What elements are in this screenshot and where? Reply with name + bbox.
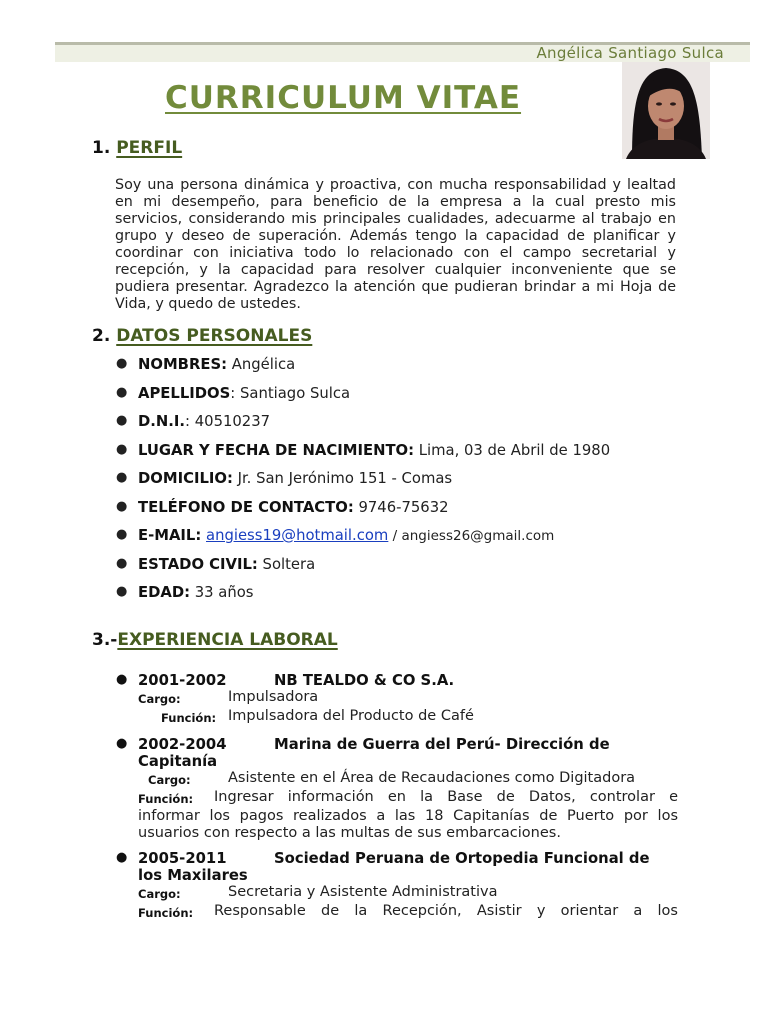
- experience-cargo-row: [116, 884, 678, 903]
- email-secondary: / angiess26@gmail.com: [388, 528, 555, 544]
- experience-cargo-row: [116, 770, 678, 789]
- datos-label: TELÉFONO DE CONTACTO:: [138, 498, 354, 516]
- experience-company: NB TEALDO & CO S.A.: [274, 672, 455, 689]
- cargo-value: Impulsadora: [228, 689, 319, 705]
- email-link[interactable]: angiess19@hotmail.com: [206, 527, 389, 544]
- experience-company-continued: los Maxilares: [138, 867, 248, 884]
- bullet-icon: ●: [116, 850, 128, 865]
- datos-value: 9746-75632: [353, 498, 449, 516]
- bullet-icon: ●: [116, 470, 128, 485]
- datos-item-edad: [116, 584, 716, 613]
- section-number: 2.: [92, 326, 111, 346]
- experience-years: 2005-2011: [138, 850, 227, 867]
- datos-item-email: [116, 527, 716, 556]
- header-name: Angélica Santiago Sulca: [536, 44, 724, 62]
- section-label: DATOS PERSONALES: [116, 326, 313, 346]
- cargo-label: Cargo:: [138, 692, 181, 706]
- bullet-icon: ●: [116, 413, 128, 428]
- profile-photo: [622, 62, 710, 159]
- funcion-label: Función:: [161, 711, 217, 725]
- experience-header: [116, 672, 678, 689]
- experience-header: [116, 850, 678, 867]
- document-title: CURRICULUM VITAE: [165, 80, 522, 116]
- datos-label: APELLIDOS: [138, 384, 231, 402]
- cargo-label: Cargo:: [148, 773, 191, 787]
- cargo-value: Secretaria y Asistente Administrativa: [228, 884, 498, 900]
- datos-label: NOMBRES:: [138, 356, 228, 373]
- section-perfil-heading: [92, 138, 182, 158]
- cargo-value: Asistente en el Área de Recaudaciones como Digitadora: [228, 770, 636, 786]
- experience-cargo-row: [116, 689, 678, 708]
- experience-header: [116, 736, 678, 753]
- datos-value: Lima, 03 de Abril de 1980: [414, 441, 611, 459]
- datos-label: DOMICILIO:: [138, 470, 233, 487]
- experience-funcion-row: [116, 903, 678, 922]
- funcion-label: Función:: [138, 792, 194, 806]
- experience-funcion-row: [116, 789, 678, 808]
- datos-value: Jr. San Jerónimo 151 - Comas: [232, 470, 453, 487]
- profile-photo-illustration: [622, 62, 710, 159]
- bullet-icon: ●: [116, 356, 128, 371]
- experience-item: [116, 850, 678, 922]
- datos-item-domicilio: [116, 470, 716, 499]
- datos-value: Soltera: [257, 555, 316, 573]
- datos-value: Angélica: [227, 356, 296, 373]
- datos-label: D.N.I.: [138, 413, 186, 430]
- perfil-text: Soy una persona dinámica y proactiva, con mucha responsabilidad y lealtad en mi desempeño, para beneficio de la empresa a la cual presto mis servicios, considerando mis principales cualidades, adecuarme al trabajo en grupo y deseo de superación. Además tengo la capacidad de planificar y coordinar con iniciativa todo lo relacionado con el campo secretarial y recepción, y la capacidad para resolver cualquier inconveniente que se pudiera presentar. Agradezco la atención que pudieran brindar a mi Hoja de Vida, y quedo de ustedes.: [115, 177, 676, 312]
- bullet-icon: ●: [116, 672, 128, 687]
- funcion-value: informar los pagos realizados a las 18 Capitanías de Puerto por los usuarios con respecto a las multas de sus embarcaciones.: [138, 808, 678, 841]
- bullet-icon: ●: [116, 441, 128, 457]
- funcion-label: Función:: [138, 906, 194, 920]
- section-label: EXPERIENCIA LABORAL: [117, 630, 338, 650]
- datos-item-estado-civil: [116, 556, 716, 585]
- datos-item-nacimiento: [116, 442, 716, 471]
- experience-item: [116, 672, 678, 727]
- experience-company: Sociedad Peruana de Ortopedia Funcional de: [274, 850, 650, 867]
- section-label: PERFIL: [116, 138, 183, 158]
- datos-label: EDAD:: [138, 584, 191, 601]
- bullet-icon: ●: [116, 736, 128, 751]
- experience-item: [116, 736, 678, 842]
- funcion-value: Impulsadora del Producto de Café: [228, 708, 474, 724]
- funcion-value-first-line: Ingresar información en la Base de Datos, controlar e: [214, 789, 678, 805]
- section-number: 3.-: [92, 630, 118, 650]
- experience-company: Marina de Guerra del Perú- Dirección de: [274, 736, 610, 753]
- datos-item-telefono: [116, 499, 716, 528]
- datos-value: : Santiago Sulca: [230, 384, 351, 402]
- datos-value: : 40510237: [185, 413, 271, 430]
- section-experiencia-heading: [92, 630, 338, 650]
- datos-personales-list: [116, 356, 716, 613]
- datos-label: ESTADO CIVIL:: [138, 555, 258, 573]
- datos-item-nombres: [116, 356, 716, 385]
- experience-years: 2002-2004: [138, 736, 227, 753]
- bullet-icon: ●: [116, 584, 128, 599]
- bullet-icon: ●: [116, 498, 128, 514]
- datos-value: 33 años: [190, 584, 254, 601]
- section-number: 1.: [92, 138, 111, 158]
- experience-years: 2001-2002: [138, 672, 227, 689]
- datos-label: LUGAR Y FECHA DE NACIMIENTO:: [138, 441, 415, 459]
- datos-item-apellidos: [116, 385, 716, 414]
- experience-funcion-row: [116, 708, 678, 727]
- bullet-icon: ●: [116, 527, 128, 542]
- funcion-value-first-line: Responsable de la Recepción, Asistir y orientar a los: [214, 903, 678, 919]
- section-datos-heading: [92, 326, 312, 346]
- datos-label: E-MAIL:: [138, 527, 202, 544]
- bullet-icon: ●: [116, 555, 128, 571]
- experience-company-continued: Capitanía: [138, 753, 218, 770]
- datos-item-dni: [116, 413, 716, 442]
- bullet-icon: ●: [116, 384, 128, 400]
- cargo-label: Cargo:: [138, 887, 181, 901]
